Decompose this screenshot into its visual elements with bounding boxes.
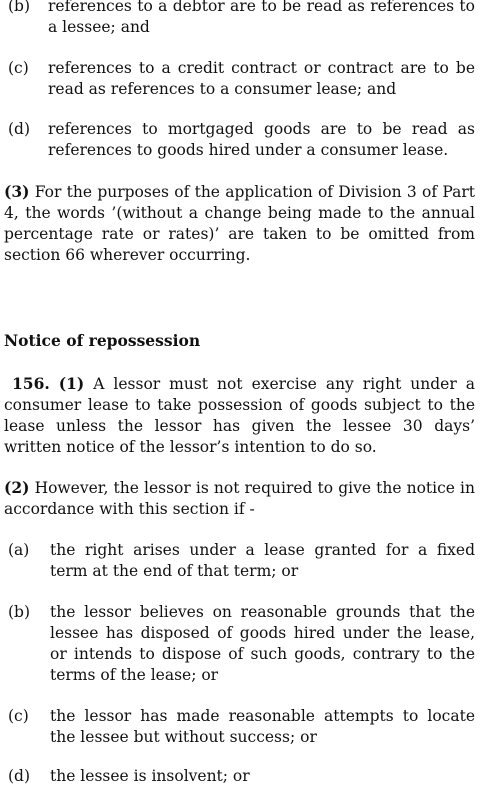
subsection-text: However, the lessor is not required to give the notice in accordance with this section if - xyxy=(4,479,475,518)
item-text: references to a credit contract or contract are to be read as references to a consumer lease; and xyxy=(48,59,475,98)
section-156-subsection-1 xyxy=(4,373,475,458)
item-label: (b) xyxy=(8,603,31,621)
item-label: (d) xyxy=(8,767,31,785)
paragraph-number: (3) xyxy=(4,182,30,201)
item-label: (a) xyxy=(8,541,30,559)
item-text: the lessor believes on reasonable grounds that the lessee has disposed of goods hired under the lease, or intends to dispose of such goods, contrary to the terms of the lease; or xyxy=(50,603,475,684)
item-label: (c) xyxy=(8,59,29,77)
paragraph-3 xyxy=(4,181,475,266)
item-label: (c) xyxy=(8,707,29,725)
subsection-2 xyxy=(4,477,475,520)
item-label: (b) xyxy=(8,0,31,15)
item-text: the lessor has made reasonable attempts to locate the lessee but without success; or xyxy=(50,707,475,746)
item-text: the lessee is insolvent; or xyxy=(50,767,250,785)
item-text: references to mortgaged goods are to be read as references to goods hired under a consumer lease. xyxy=(48,120,475,159)
item-text: references to a debtor are to be read as references to a lessee; and xyxy=(48,0,475,36)
subsection-number: (2) xyxy=(4,478,30,497)
subsection-number: (1) xyxy=(58,374,85,393)
section-number: 156. xyxy=(12,374,50,393)
section-heading: Notice of repossession xyxy=(4,331,201,350)
item-label: (d) xyxy=(8,120,31,138)
item-text: the right arises under a lease granted for a fixed term at the end of that term; or xyxy=(50,541,475,580)
paragraph-text: For the purposes of the application of Division 3 of Part 4, the words ’(without a change being made to the annual percentage rate or rates)’ are taken to be omitted from section 66 wherever occurring. xyxy=(4,183,475,264)
subsection-text: A lessor must not exercise any right under a consumer lease to take possession of goods subject to the lease unless the lessor has given the lessee 30 days’ written notice of the lessor’s intention to do so. xyxy=(4,375,475,456)
